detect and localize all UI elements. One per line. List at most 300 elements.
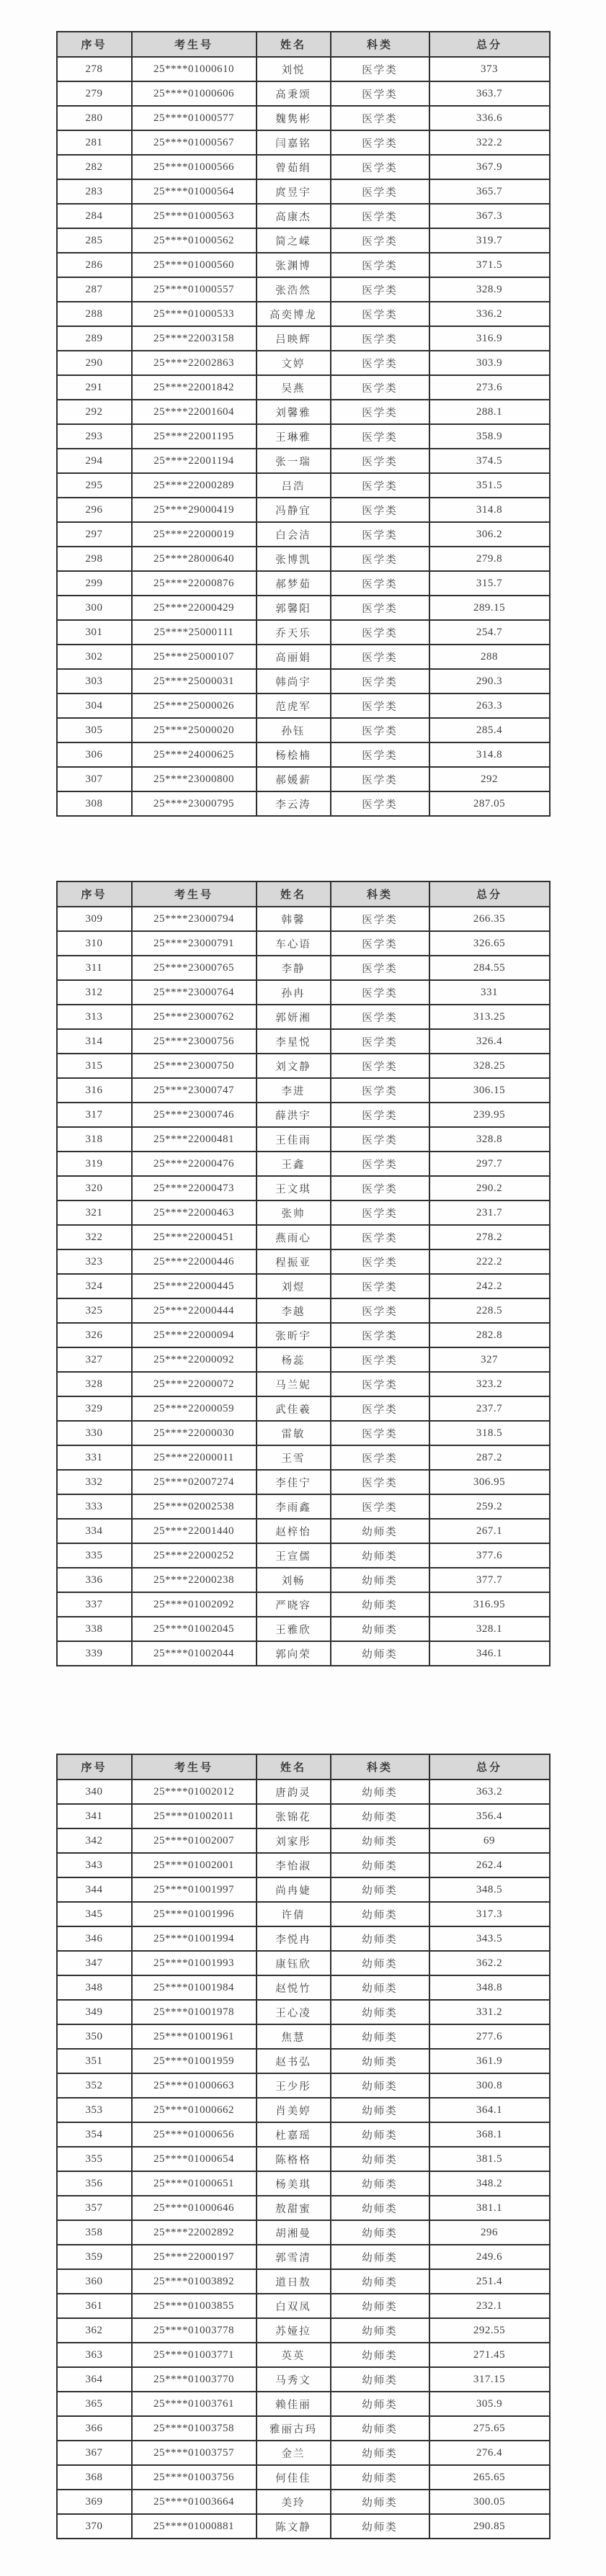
row-index-cell: 298 — [57, 547, 132, 571]
table-row — [57, 1005, 550, 1029]
candidate-id-cell: 25****22001842 — [132, 375, 257, 400]
row-index-cell: 342 — [57, 1828, 132, 1853]
candidate-id-cell: 25****23000795 — [132, 791, 257, 816]
row-index-cell: 321 — [57, 1201, 132, 1225]
score-cell: 314.8 — [429, 742, 550, 767]
name-cell: 美玲 — [257, 2490, 331, 2514]
category-cell: 医学类 — [331, 1078, 429, 1103]
candidate-id-cell: 25****01000646 — [132, 2196, 257, 2220]
row-index-cell: 345 — [57, 1902, 132, 1926]
name-cell: 魏隽彬 — [257, 106, 331, 130]
table-row — [57, 1470, 550, 1494]
score-cell: 346.1 — [429, 1641, 550, 1666]
table-row — [57, 1054, 550, 1078]
category-cell: 医学类 — [331, 424, 429, 449]
name-cell: 乔天乐 — [257, 620, 331, 645]
row-index-cell: 356 — [57, 2171, 132, 2196]
column-header: 姓名 — [257, 881, 331, 907]
table-row — [57, 1372, 550, 1396]
name-cell: 王琳雅 — [257, 424, 331, 449]
category-cell: 医学类 — [331, 1005, 429, 1029]
category-cell: 医学类 — [331, 645, 429, 669]
category-cell: 幼师类 — [331, 1641, 429, 1666]
row-index-cell: 313 — [57, 1005, 132, 1029]
table-row — [57, 2171, 550, 2196]
category-cell: 幼师类 — [331, 2490, 429, 2514]
table-row — [57, 1445, 550, 1470]
row-index-cell: 347 — [57, 1951, 132, 1975]
table-row — [57, 228, 550, 253]
candidate-id-cell: 25****01001961 — [132, 2024, 257, 2049]
score-table-2 — [56, 881, 551, 1666]
category-cell: 医学类 — [331, 351, 429, 375]
score-cell: 313.25 — [429, 1005, 550, 1029]
score-cell: 231.7 — [429, 1201, 550, 1225]
category-cell: 幼师类 — [331, 2343, 429, 2367]
table-header — [57, 881, 550, 907]
category-cell: 幼师类 — [331, 2318, 429, 2343]
name-cell: 唐韵灵 — [257, 1780, 331, 1804]
category-cell: 医学类 — [331, 1029, 429, 1054]
table-row — [57, 620, 550, 645]
score-cell: 285.4 — [429, 718, 550, 742]
name-cell: 道日敖 — [257, 2269, 331, 2294]
name-cell: 张渊博 — [257, 253, 331, 277]
candidate-id-cell: 25****23000746 — [132, 1103, 257, 1127]
table-row — [57, 277, 550, 302]
row-index-cell: 362 — [57, 2318, 132, 2343]
row-index-cell: 363 — [57, 2343, 132, 2367]
category-cell: 医学类 — [331, 57, 429, 81]
table-row — [57, 253, 550, 277]
table-row — [57, 2416, 550, 2441]
name-cell: 闫嘉铭 — [257, 130, 331, 155]
table-row — [57, 424, 550, 449]
name-cell: 王宣儒 — [257, 1543, 331, 1568]
row-index-cell: 327 — [57, 1347, 132, 1372]
candidate-id-cell: 25****01002044 — [132, 1641, 257, 1666]
name-cell: 白会洁 — [257, 522, 331, 547]
column-header: 姓名 — [257, 32, 331, 57]
score-cell: 348.5 — [429, 1877, 550, 1902]
row-index-cell: 279 — [57, 81, 132, 106]
candidate-id-cell: 25****22001195 — [132, 424, 257, 449]
candidate-id-cell: 25****01000567 — [132, 130, 257, 155]
score-cell: 265.65 — [429, 2465, 550, 2490]
score-cell: 306.15 — [429, 1078, 550, 1103]
score-cell: 306.95 — [429, 1470, 550, 1494]
score-cell: 276.4 — [429, 2441, 550, 2465]
table-row — [57, 81, 550, 106]
category-cell: 幼师类 — [331, 1780, 429, 1804]
candidate-id-cell: 25****22000876 — [132, 571, 257, 596]
table-row — [57, 2318, 550, 2343]
table-row — [57, 179, 550, 204]
name-cell: 文婷 — [257, 351, 331, 375]
category-cell: 医学类 — [331, 931, 429, 956]
row-index-cell: 352 — [57, 2073, 132, 2098]
table-row — [57, 1152, 550, 1176]
table-body — [57, 1780, 550, 2539]
name-cell: 刘家彤 — [257, 1828, 331, 1853]
score-cell: 326.4 — [429, 1029, 550, 1054]
category-cell: 幼师类 — [331, 1902, 429, 1926]
candidate-id-cell: 25****22000445 — [132, 1274, 257, 1298]
name-cell: 孙冉 — [257, 980, 331, 1005]
candidate-id-cell: 25****01001959 — [132, 2049, 257, 2073]
score-cell: 318.5 — [429, 1421, 550, 1445]
candidate-id-cell: 25****01000564 — [132, 179, 257, 204]
candidate-id-cell: 25****01003761 — [132, 2392, 257, 2416]
row-index-cell: 289 — [57, 326, 132, 351]
candidate-id-cell: 25****01000654 — [132, 2147, 257, 2171]
category-cell: 医学类 — [331, 473, 429, 498]
table-row — [57, 1951, 550, 1975]
name-cell: 严晓容 — [257, 1592, 331, 1617]
row-index-cell: 367 — [57, 2441, 132, 2465]
candidate-id-cell: 25****25000026 — [132, 694, 257, 718]
score-cell: 305.9 — [429, 2392, 550, 2416]
score-cell: 343.5 — [429, 1926, 550, 1951]
score-cell: 374.5 — [429, 449, 550, 473]
candidate-id-cell: 25****01002012 — [132, 1780, 257, 1804]
category-cell: 医学类 — [331, 106, 429, 130]
name-cell: 吕映辉 — [257, 326, 331, 351]
candidate-id-cell: 25****22000481 — [132, 1127, 257, 1152]
category-cell: 医学类 — [331, 694, 429, 718]
score-cell: 367.3 — [429, 204, 550, 228]
row-index-cell: 311 — [57, 956, 132, 980]
category-cell: 医学类 — [331, 1372, 429, 1396]
score-cell: 259.2 — [429, 1494, 550, 1519]
category-cell: 幼师类 — [331, 2073, 429, 2098]
name-cell: 王鑫 — [257, 1152, 331, 1176]
table-row — [57, 956, 550, 980]
candidate-id-cell: 25****23000756 — [132, 1029, 257, 1054]
category-cell: 医学类 — [331, 277, 429, 302]
row-index-cell: 299 — [57, 571, 132, 596]
table-row — [57, 1780, 550, 1804]
candidate-id-cell: 25****29000419 — [132, 498, 257, 522]
row-index-cell: 305 — [57, 718, 132, 742]
row-index-cell: 351 — [57, 2049, 132, 2073]
score-cell: 381.5 — [429, 2147, 550, 2171]
name-cell: 杜嘉瑶 — [257, 2122, 331, 2147]
score-cell: 292.55 — [429, 2318, 550, 2343]
category-cell: 医学类 — [331, 375, 429, 400]
row-index-cell: 325 — [57, 1298, 132, 1323]
row-index-cell: 292 — [57, 400, 132, 424]
candidate-id-cell: 25****01000577 — [132, 106, 257, 130]
table-row — [57, 2514, 550, 2539]
row-index-cell: 295 — [57, 473, 132, 498]
row-index-cell: 287 — [57, 277, 132, 302]
candidate-id-cell: 25****01002045 — [132, 1617, 257, 1641]
row-index-cell: 346 — [57, 1926, 132, 1951]
candidate-id-cell: 25****22000289 — [132, 473, 257, 498]
candidate-id-cell: 25****28000640 — [132, 547, 257, 571]
table-row — [57, 2122, 550, 2147]
table-row — [57, 980, 550, 1005]
score-cell: 287.05 — [429, 791, 550, 816]
category-cell: 幼师类 — [331, 2367, 429, 2392]
name-cell: 张浩然 — [257, 277, 331, 302]
candidate-id-cell: 25****01003757 — [132, 2441, 257, 2465]
table-row — [57, 1975, 550, 2000]
row-index-cell: 370 — [57, 2514, 132, 2539]
table-row — [57, 522, 550, 547]
name-cell: 杨蕊 — [257, 1347, 331, 1372]
name-cell: 韩尚宇 — [257, 669, 331, 694]
category-cell: 幼师类 — [331, 2465, 429, 2490]
category-cell: 幼师类 — [331, 2269, 429, 2294]
header-row — [57, 881, 550, 907]
table-row — [57, 596, 550, 620]
score-cell: 69 — [429, 1828, 550, 1853]
table-row — [57, 400, 550, 424]
row-index-cell: 302 — [57, 645, 132, 669]
name-cell: 肖美婷 — [257, 2098, 331, 2122]
table-row — [57, 1029, 550, 1054]
category-cell: 医学类 — [331, 547, 429, 571]
table-row — [57, 694, 550, 718]
name-cell: 程振亚 — [257, 1249, 331, 1274]
candidate-id-cell: 25****22000019 — [132, 522, 257, 547]
category-cell: 幼师类 — [331, 1951, 429, 1975]
table-row — [57, 1249, 550, 1274]
category-cell: 医学类 — [331, 669, 429, 694]
row-index-cell: 337 — [57, 1592, 132, 1617]
row-index-cell: 300 — [57, 596, 132, 620]
name-cell: 马兰妮 — [257, 1372, 331, 1396]
score-cell: 289.15 — [429, 596, 550, 620]
candidate-id-cell: 25****01000610 — [132, 57, 257, 81]
row-index-cell: 329 — [57, 1396, 132, 1421]
score-cell: 348.2 — [429, 2171, 550, 2196]
row-index-cell: 323 — [57, 1249, 132, 1274]
candidate-id-cell: 25****01000563 — [132, 204, 257, 228]
name-cell: 陈文静 — [257, 2514, 331, 2539]
candidate-id-cell: 25****01003778 — [132, 2318, 257, 2343]
table-row — [57, 1176, 550, 1201]
row-index-cell: 293 — [57, 424, 132, 449]
column-header: 总分 — [429, 1754, 550, 1780]
category-cell: 医学类 — [331, 1445, 429, 1470]
category-cell: 幼师类 — [331, 2122, 429, 2147]
row-index-cell: 296 — [57, 498, 132, 522]
score-cell: 297.7 — [429, 1152, 550, 1176]
category-cell: 幼师类 — [331, 2171, 429, 2196]
candidate-id-cell: 25****01003855 — [132, 2294, 257, 2318]
row-index-cell: 307 — [57, 767, 132, 791]
header-row — [57, 32, 550, 57]
candidate-id-cell: 25****23000791 — [132, 931, 257, 956]
row-index-cell: 322 — [57, 1225, 132, 1249]
category-cell: 医学类 — [331, 81, 429, 106]
table-row — [57, 2147, 550, 2171]
name-cell: 高康杰 — [257, 204, 331, 228]
candidate-id-cell: 25****22001604 — [132, 400, 257, 424]
name-cell: 高秉颂 — [257, 81, 331, 106]
category-cell: 医学类 — [331, 1421, 429, 1445]
category-cell: 医学类 — [331, 1323, 429, 1347]
category-cell: 医学类 — [331, 767, 429, 791]
table-row — [57, 473, 550, 498]
table-row — [57, 498, 550, 522]
score-cell: 331 — [429, 980, 550, 1005]
score-cell: 363.7 — [429, 81, 550, 106]
score-cell: 326.65 — [429, 931, 550, 956]
score-cell: 222.2 — [429, 1249, 550, 1274]
score-cell: 277.6 — [429, 2024, 550, 2049]
score-cell: 381.1 — [429, 2196, 550, 2220]
category-cell: 医学类 — [331, 571, 429, 596]
category-cell: 医学类 — [331, 1470, 429, 1494]
column-header: 总分 — [429, 881, 550, 907]
table-row — [57, 1853, 550, 1877]
candidate-id-cell: 25****01002001 — [132, 1853, 257, 1877]
row-index-cell: 364 — [57, 2367, 132, 2392]
table-header — [57, 32, 550, 57]
score-cell: 328.9 — [429, 277, 550, 302]
table-row — [57, 2294, 550, 2318]
name-cell: 康钰欣 — [257, 1951, 331, 1975]
candidate-id-cell: 25****02007274 — [132, 1470, 257, 1494]
table-row — [57, 791, 550, 816]
score-cell: 296 — [429, 2220, 550, 2245]
score-cell: 364.1 — [429, 2098, 550, 2122]
column-header: 序号 — [57, 1754, 132, 1780]
row-index-cell: 320 — [57, 1176, 132, 1201]
candidate-id-cell: 25****22000030 — [132, 1421, 257, 1445]
category-cell: 医学类 — [331, 1274, 429, 1298]
score-cell: 367.9 — [429, 155, 550, 179]
row-index-cell: 294 — [57, 449, 132, 473]
table-row — [57, 2073, 550, 2098]
candidate-id-cell: 25****01002092 — [132, 1592, 257, 1617]
candidate-id-cell: 25****22000011 — [132, 1445, 257, 1470]
name-cell: 张一瑞 — [257, 449, 331, 473]
candidate-id-cell: 25****22003158 — [132, 326, 257, 351]
row-index-cell: 301 — [57, 620, 132, 645]
row-index-cell: 340 — [57, 1780, 132, 1804]
row-index-cell: 366 — [57, 2416, 132, 2441]
category-cell: 幼师类 — [331, 2098, 429, 2122]
row-index-cell: 306 — [57, 742, 132, 767]
score-cell: 288.1 — [429, 400, 550, 424]
score-cell: 371.5 — [429, 253, 550, 277]
score-cell: 327 — [429, 1347, 550, 1372]
table-row — [57, 547, 550, 571]
name-cell: 王雅欣 — [257, 1617, 331, 1641]
row-index-cell: 359 — [57, 2245, 132, 2269]
category-cell: 医学类 — [331, 718, 429, 742]
score-cell: 249.6 — [429, 2245, 550, 2269]
candidate-id-cell: 25****22000072 — [132, 1372, 257, 1396]
candidate-id-cell: 25****01003756 — [132, 2465, 257, 2490]
category-cell: 医学类 — [331, 1176, 429, 1201]
score-cell: 251.4 — [429, 2269, 550, 2294]
candidate-id-cell: 25****23000747 — [132, 1078, 257, 1103]
category-cell: 医学类 — [331, 498, 429, 522]
name-cell: 刘悦 — [257, 57, 331, 81]
category-cell: 医学类 — [331, 1103, 429, 1127]
header-row — [57, 1754, 550, 1780]
category-cell: 医学类 — [331, 1127, 429, 1152]
score-cell: 288 — [429, 645, 550, 669]
score-cell: 365.7 — [429, 179, 550, 204]
category-cell: 医学类 — [331, 907, 429, 931]
name-cell: 胡湘曼 — [257, 2220, 331, 2245]
category-cell: 医学类 — [331, 204, 429, 228]
candidate-id-cell: 25****01003758 — [132, 2416, 257, 2441]
category-cell: 幼师类 — [331, 1804, 429, 1828]
candidate-id-cell: 25****22000238 — [132, 1568, 257, 1592]
name-cell: 高奕博龙 — [257, 302, 331, 326]
name-cell: 曾茹绢 — [257, 155, 331, 179]
candidate-id-cell: 25****01003892 — [132, 2269, 257, 2294]
name-cell: 郝媛薪 — [257, 767, 331, 791]
column-header: 科类 — [331, 881, 429, 907]
row-index-cell: 304 — [57, 694, 132, 718]
score-cell: 267.1 — [429, 1519, 550, 1543]
table-row — [57, 718, 550, 742]
row-index-cell: 332 — [57, 1470, 132, 1494]
score-cell: 328.8 — [429, 1127, 550, 1152]
candidate-id-cell: 25****01003770 — [132, 2367, 257, 2392]
table-row — [57, 1641, 550, 1666]
row-index-cell: 335 — [57, 1543, 132, 1568]
name-cell: 韩馨 — [257, 907, 331, 931]
name-cell: 王文琪 — [257, 1176, 331, 1201]
candidate-id-cell: 25****01000663 — [132, 2073, 257, 2098]
table-row — [57, 1543, 550, 1568]
table-row — [57, 326, 550, 351]
score-table-1 — [56, 31, 551, 817]
table-row — [57, 767, 550, 791]
row-index-cell: 328 — [57, 1372, 132, 1396]
row-index-cell: 330 — [57, 1421, 132, 1445]
name-cell: 金兰 — [257, 2441, 331, 2465]
candidate-id-cell: 25****01001993 — [132, 1951, 257, 1975]
score-cell: 271.45 — [429, 2343, 550, 2367]
name-cell: 李云涛 — [257, 791, 331, 816]
category-cell: 医学类 — [331, 449, 429, 473]
candidate-id-cell: 25****01001996 — [132, 1902, 257, 1926]
name-cell: 张帅 — [257, 1201, 331, 1225]
score-cell: 317.15 — [429, 2367, 550, 2392]
candidate-id-cell: 25****22000451 — [132, 1225, 257, 1249]
row-index-cell: 290 — [57, 351, 132, 375]
score-cell: 351.5 — [429, 473, 550, 498]
score-cell: 358.9 — [429, 424, 550, 449]
score-cell: 356.4 — [429, 1804, 550, 1828]
row-index-cell: 338 — [57, 1617, 132, 1641]
category-cell: 医学类 — [331, 130, 429, 155]
candidate-id-cell: 25****01000560 — [132, 253, 257, 277]
score-cell: 322.2 — [429, 130, 550, 155]
category-cell: 医学类 — [331, 155, 429, 179]
candidate-id-cell: 25****25000031 — [132, 669, 257, 694]
table-row — [57, 907, 550, 931]
candidate-id-cell: 25****22001440 — [132, 1519, 257, 1543]
table-row — [57, 571, 550, 596]
table-row — [57, 1617, 550, 1641]
score-cell: 273.6 — [429, 375, 550, 400]
row-index-cell: 312 — [57, 980, 132, 1005]
category-cell: 幼师类 — [331, 1853, 429, 1877]
row-index-cell: 331 — [57, 1445, 132, 1470]
